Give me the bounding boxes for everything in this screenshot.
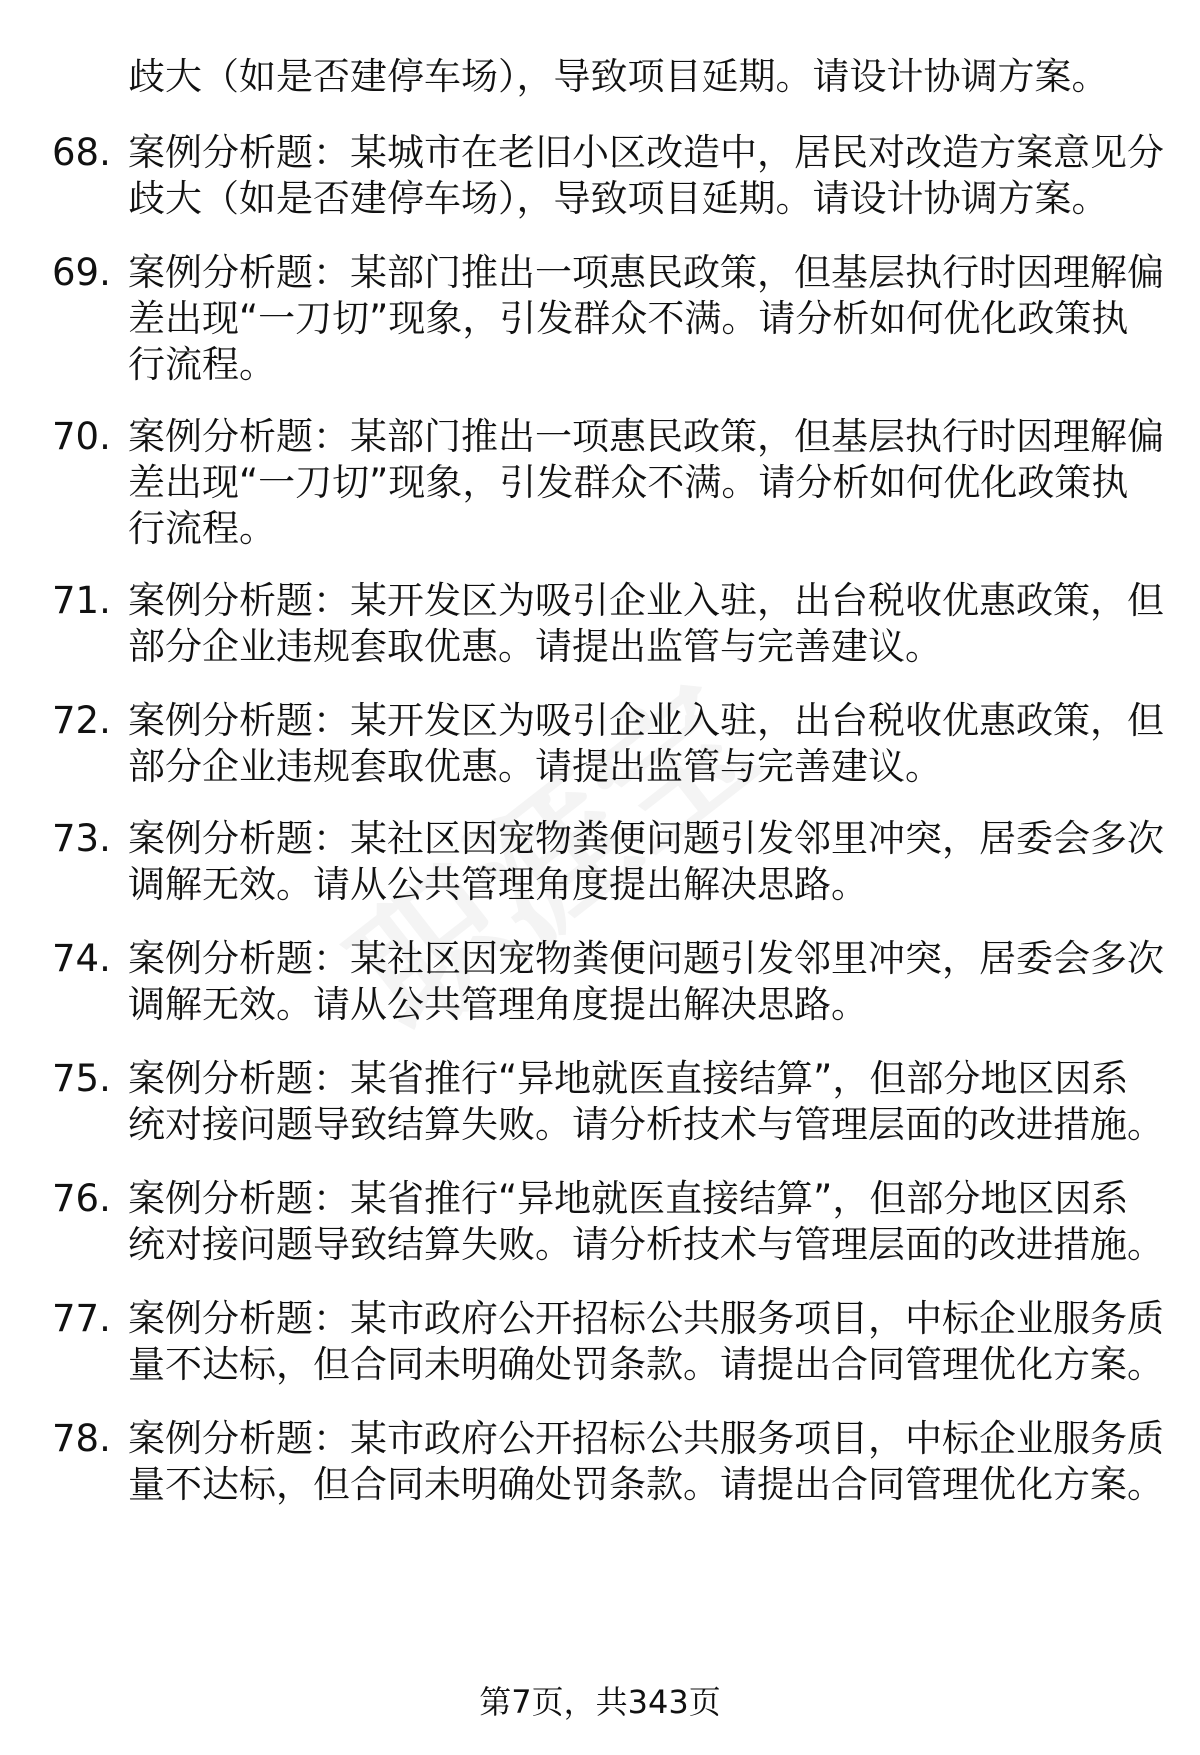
question-number: 71. [52,579,111,622]
question-line: 案例分析题：某省推行“异地就医直接结算”，但部分地区因系 [128,1057,1129,1100]
question-line: 量不达标，但合同未明确处罚条款。请提出合同管理优化方案。 [128,1343,1164,1386]
question-number: 75. [52,1057,111,1100]
question-line: 统对接问题导致结算失败。请分析技术与管理层面的改进措施。 [128,1223,1164,1266]
question-number: 69. [52,251,111,294]
question-line: 统对接问题导致结算失败。请分析技术与管理层面的改进措施。 [128,1103,1164,1146]
question-number: 68. [52,131,111,174]
question-line: 差出现“一刀切”现象，引发群众不满。请分析如何优化政策执 [128,461,1129,504]
question-line: 行流程。 [128,343,276,386]
question-line: 差出现“一刀切”现象，引发群众不满。请分析如何优化政策执 [128,297,1129,340]
question-line: 案例分析题：某社区因宠物粪便问题引发邻里冲突，居委会多次 [128,937,1164,980]
question-number: 74. [52,937,111,980]
question-line: 量不达标，但合同未明确处罚条款。请提出合同管理优化方案。 [128,1463,1164,1506]
question-line: 歧大（如是否建停车场），导致项目延期。请设计协调方案。 [128,177,1109,220]
question-line: 调解无效。请从公共管理角度提出解决思路。 [128,863,868,906]
page-number: 第7页，共343页 [479,1683,721,1721]
question-number: 78. [52,1417,111,1460]
question-number: 70. [52,415,111,458]
question-line: 案例分析题：某部门推出一项惠民政策，但基层执行时因理解偏 [128,251,1164,294]
question-line: 案例分析题：某开发区为吸引企业入驻，出台税收优惠政策，但 [128,579,1164,622]
question-line: 调解无效。请从公共管理角度提出解决思路。 [128,983,868,1026]
continuation-line: 歧大（如是否建停车场），导致项目延期。请设计协调方案。 [128,55,1109,98]
question-line: 部分企业违规套取优惠。请提出监管与完善建议。 [128,625,942,668]
question-line: 案例分析题：某开发区为吸引企业入驻，出台税收优惠政策，但 [128,699,1164,742]
question-number: 76. [52,1177,111,1220]
question-line: 行流程。 [128,507,276,550]
question-line: 部分企业违规套取优惠。请提出监管与完善建议。 [128,745,942,788]
question-line: 案例分析题：某省推行“异地就医直接结算”，但部分地区因系 [128,1177,1129,1220]
question-number: 73. [52,817,111,860]
question-line: 案例分析题：某市政府公开招标公共服务项目，中标企业服务质 [128,1297,1164,1340]
question-line: 案例分析题：某部门推出一项惠民政策，但基层执行时因理解偏 [128,415,1164,458]
question-line: 案例分析题：某社区因宠物粪便问题引发邻里冲突，居委会多次 [128,817,1164,860]
question-number: 77. [52,1297,111,1340]
question-number: 72. [52,699,111,742]
question-line: 案例分析题：某城市在老旧小区改造中，居民对改造方案意见分 [128,131,1164,174]
question-line: 案例分析题：某市政府公开招标公共服务项目，中标企业服务质 [128,1417,1164,1460]
